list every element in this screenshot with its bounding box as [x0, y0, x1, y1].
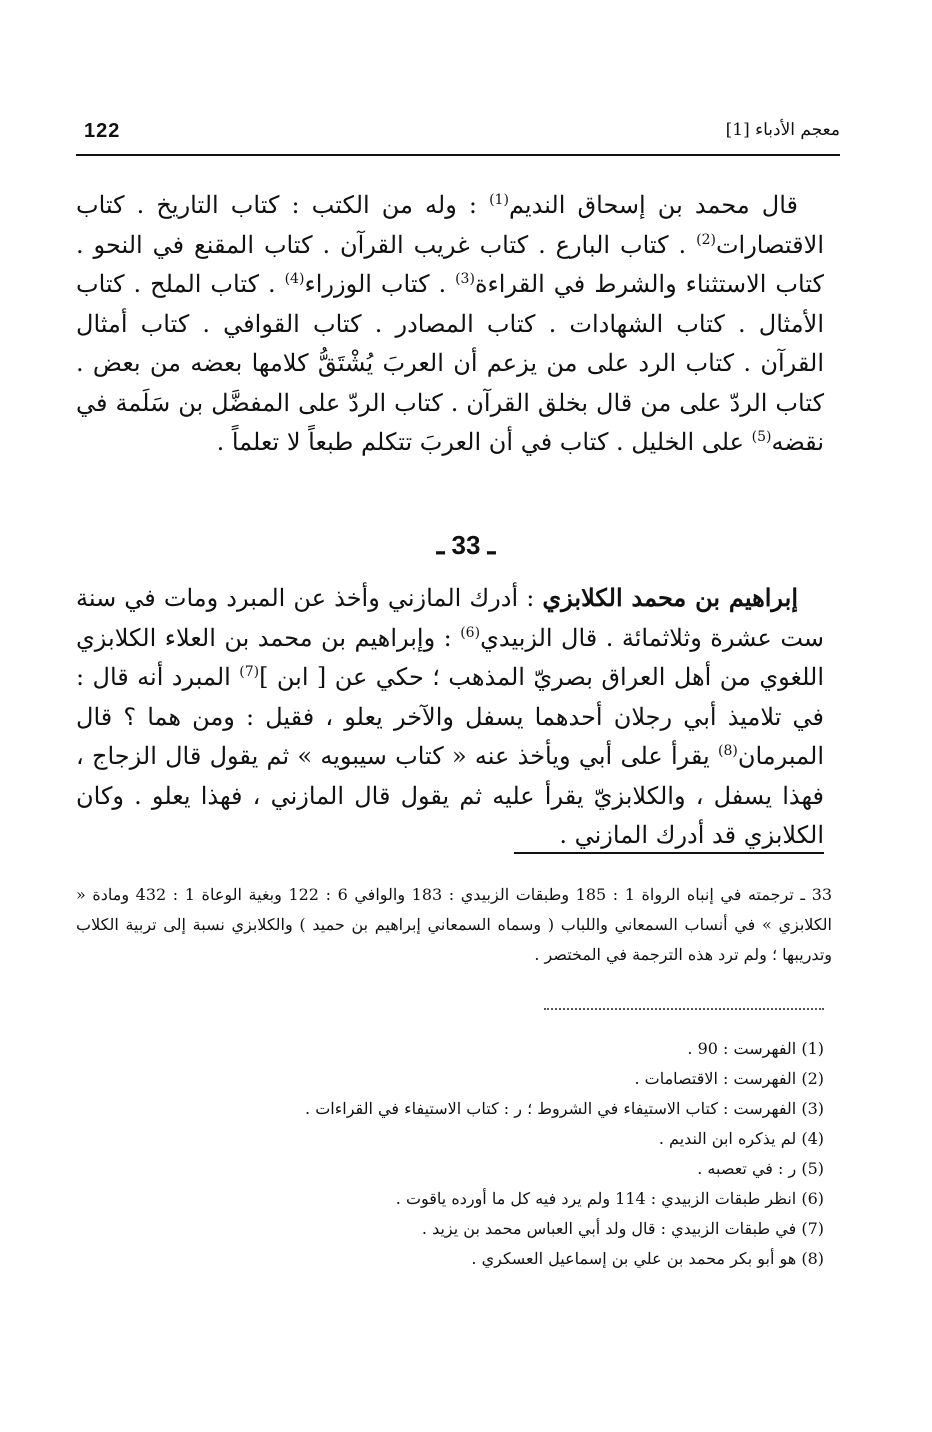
footnote-item: (2) الفهرست : الاقتصامات .	[634, 1069, 824, 1088]
running-title: معجم الأدباء [1]	[725, 120, 840, 140]
dotted-rule	[544, 1008, 824, 1010]
text-run: : أدرك المازني وأخذ عن المبرد ومات في سنة ست عشرة وثلاثمائة . قال الزبيدي	[76, 584, 824, 652]
footnote-item: (7) في طبقات الزبيدي : قال ولد أبي العباس محمد بن يزيد .	[421, 1219, 824, 1238]
text-run: : وإبراهيم بن محمد بن العلاء الكلابزي اللغوي من أهل العراق بصريّ المذهب ؛ حكي عن [ ابن ]	[76, 623, 825, 691]
text-run: . كتاب الوزراء	[304, 270, 456, 298]
footnote-ref: (1)	[489, 192, 509, 208]
footnote-ref: (6)	[460, 624, 481, 641]
text-run: . كتاب البارع . كتاب غريب القرآن . كتاب المقنع في النحو . كتاب الاستثناء والشرط في القراءة	[76, 230, 824, 298]
text-run: على الخليل . كتاب في أن العربَ تتكلم طبعاً لا تعلماً .	[216, 428, 752, 456]
paragraph-text	[76, 186, 824, 463]
footnote-ref: (5)	[751, 429, 772, 445]
bibliography-note: 33 ـ ترجمته في إنباه الرواة 1 : 185 وطبقات الزبيدي : 183 والوافي 6 : 122 وبغية الوعاة 1 : 432 ومادة « الكلابزي » في أنساب السمعاني واللباب ( وسماه السمعاني إبراهيم بن حميد ) والكلابزي نسبة إلى تربية الكلاب وتدريبها ؛ ولم ترد هذه الترجمة في المختصر .	[76, 885, 833, 964]
text-run: : وله من الكتب : كتاب التاريخ . كتاب الاقتصارات	[76, 191, 824, 259]
footnote-item: (4) لم يذكره ابن النديم .	[658, 1129, 824, 1148]
text-run: المبرد أنه قال : في تلاميذ أبي رجلان أحدهما يسفل والآخر يعلو ، فقيل : ومن هما ؟ قال المبرمان	[76, 663, 824, 770]
paragraph-entry	[76, 578, 824, 856]
footnote-ref: (2)	[696, 231, 716, 248]
footnotes-list	[264, 1034, 824, 1274]
footnote-item: (3) الفهرست : كتاب الاستيفاء في الشروط ؛ ر : كتاب الاستيفاء في القراءات .	[305, 1099, 824, 1118]
footnote-item: (5) ر : في تعصبه .	[697, 1159, 824, 1178]
header-rule	[76, 154, 840, 156]
footnote-item: (6) انظر طبقات الزبيدي : 114 ولم يرد فيه كل ما أورده ياقوت .	[395, 1189, 824, 1208]
text-run: . كتاب الملح . كتاب الأمثال . كتاب الشهادات . كتاب المصادر . كتاب القوافي . كتاب أمثال القرآن . كتاب الرد على من يزعم أن العربَ يُشْتَقُّ كلامها بعضه من بعض . كتاب الردّ على من قال بخلق القرآن . كتاب الردّ على المفضَّل بن سَلَمة في نقضه	[76, 270, 825, 456]
entry-number: ـ 33 ـ	[436, 530, 496, 560]
footnote-ref: (7)	[239, 664, 260, 680]
text-run: قال محمد بن إسحاق النديم	[508, 191, 799, 219]
footnote-item: (8) هو أبو بكر محمد بن علي بن إسماعيل العسكري .	[471, 1249, 824, 1268]
entry-name: إبراهيم بن محمد الكلابزي	[542, 583, 798, 612]
footnote-ref: (3)	[455, 271, 475, 287]
paragraph-text	[76, 578, 824, 856]
running-header	[76, 118, 840, 152]
text-run: يقرأ على أبي ويأخذ عنه « كتاب سيبويه » ثم يقول قال الزجاج ، فهذا يسفل ، والكلابزيّ يقرأ عليه ثم يقول قال المازني ، فهذا يعلو . وكان الكلابزي قد أدرك المازني .	[76, 742, 824, 849]
page-number: 122	[84, 120, 121, 142]
footnote-rule	[514, 852, 824, 854]
paragraph-books-list	[76, 186, 824, 463]
footnote-ref: (4)	[284, 271, 305, 287]
footnote-ref: (8)	[718, 743, 738, 759]
footnote-item: (1) الفهرست : 90 .	[687, 1039, 824, 1058]
